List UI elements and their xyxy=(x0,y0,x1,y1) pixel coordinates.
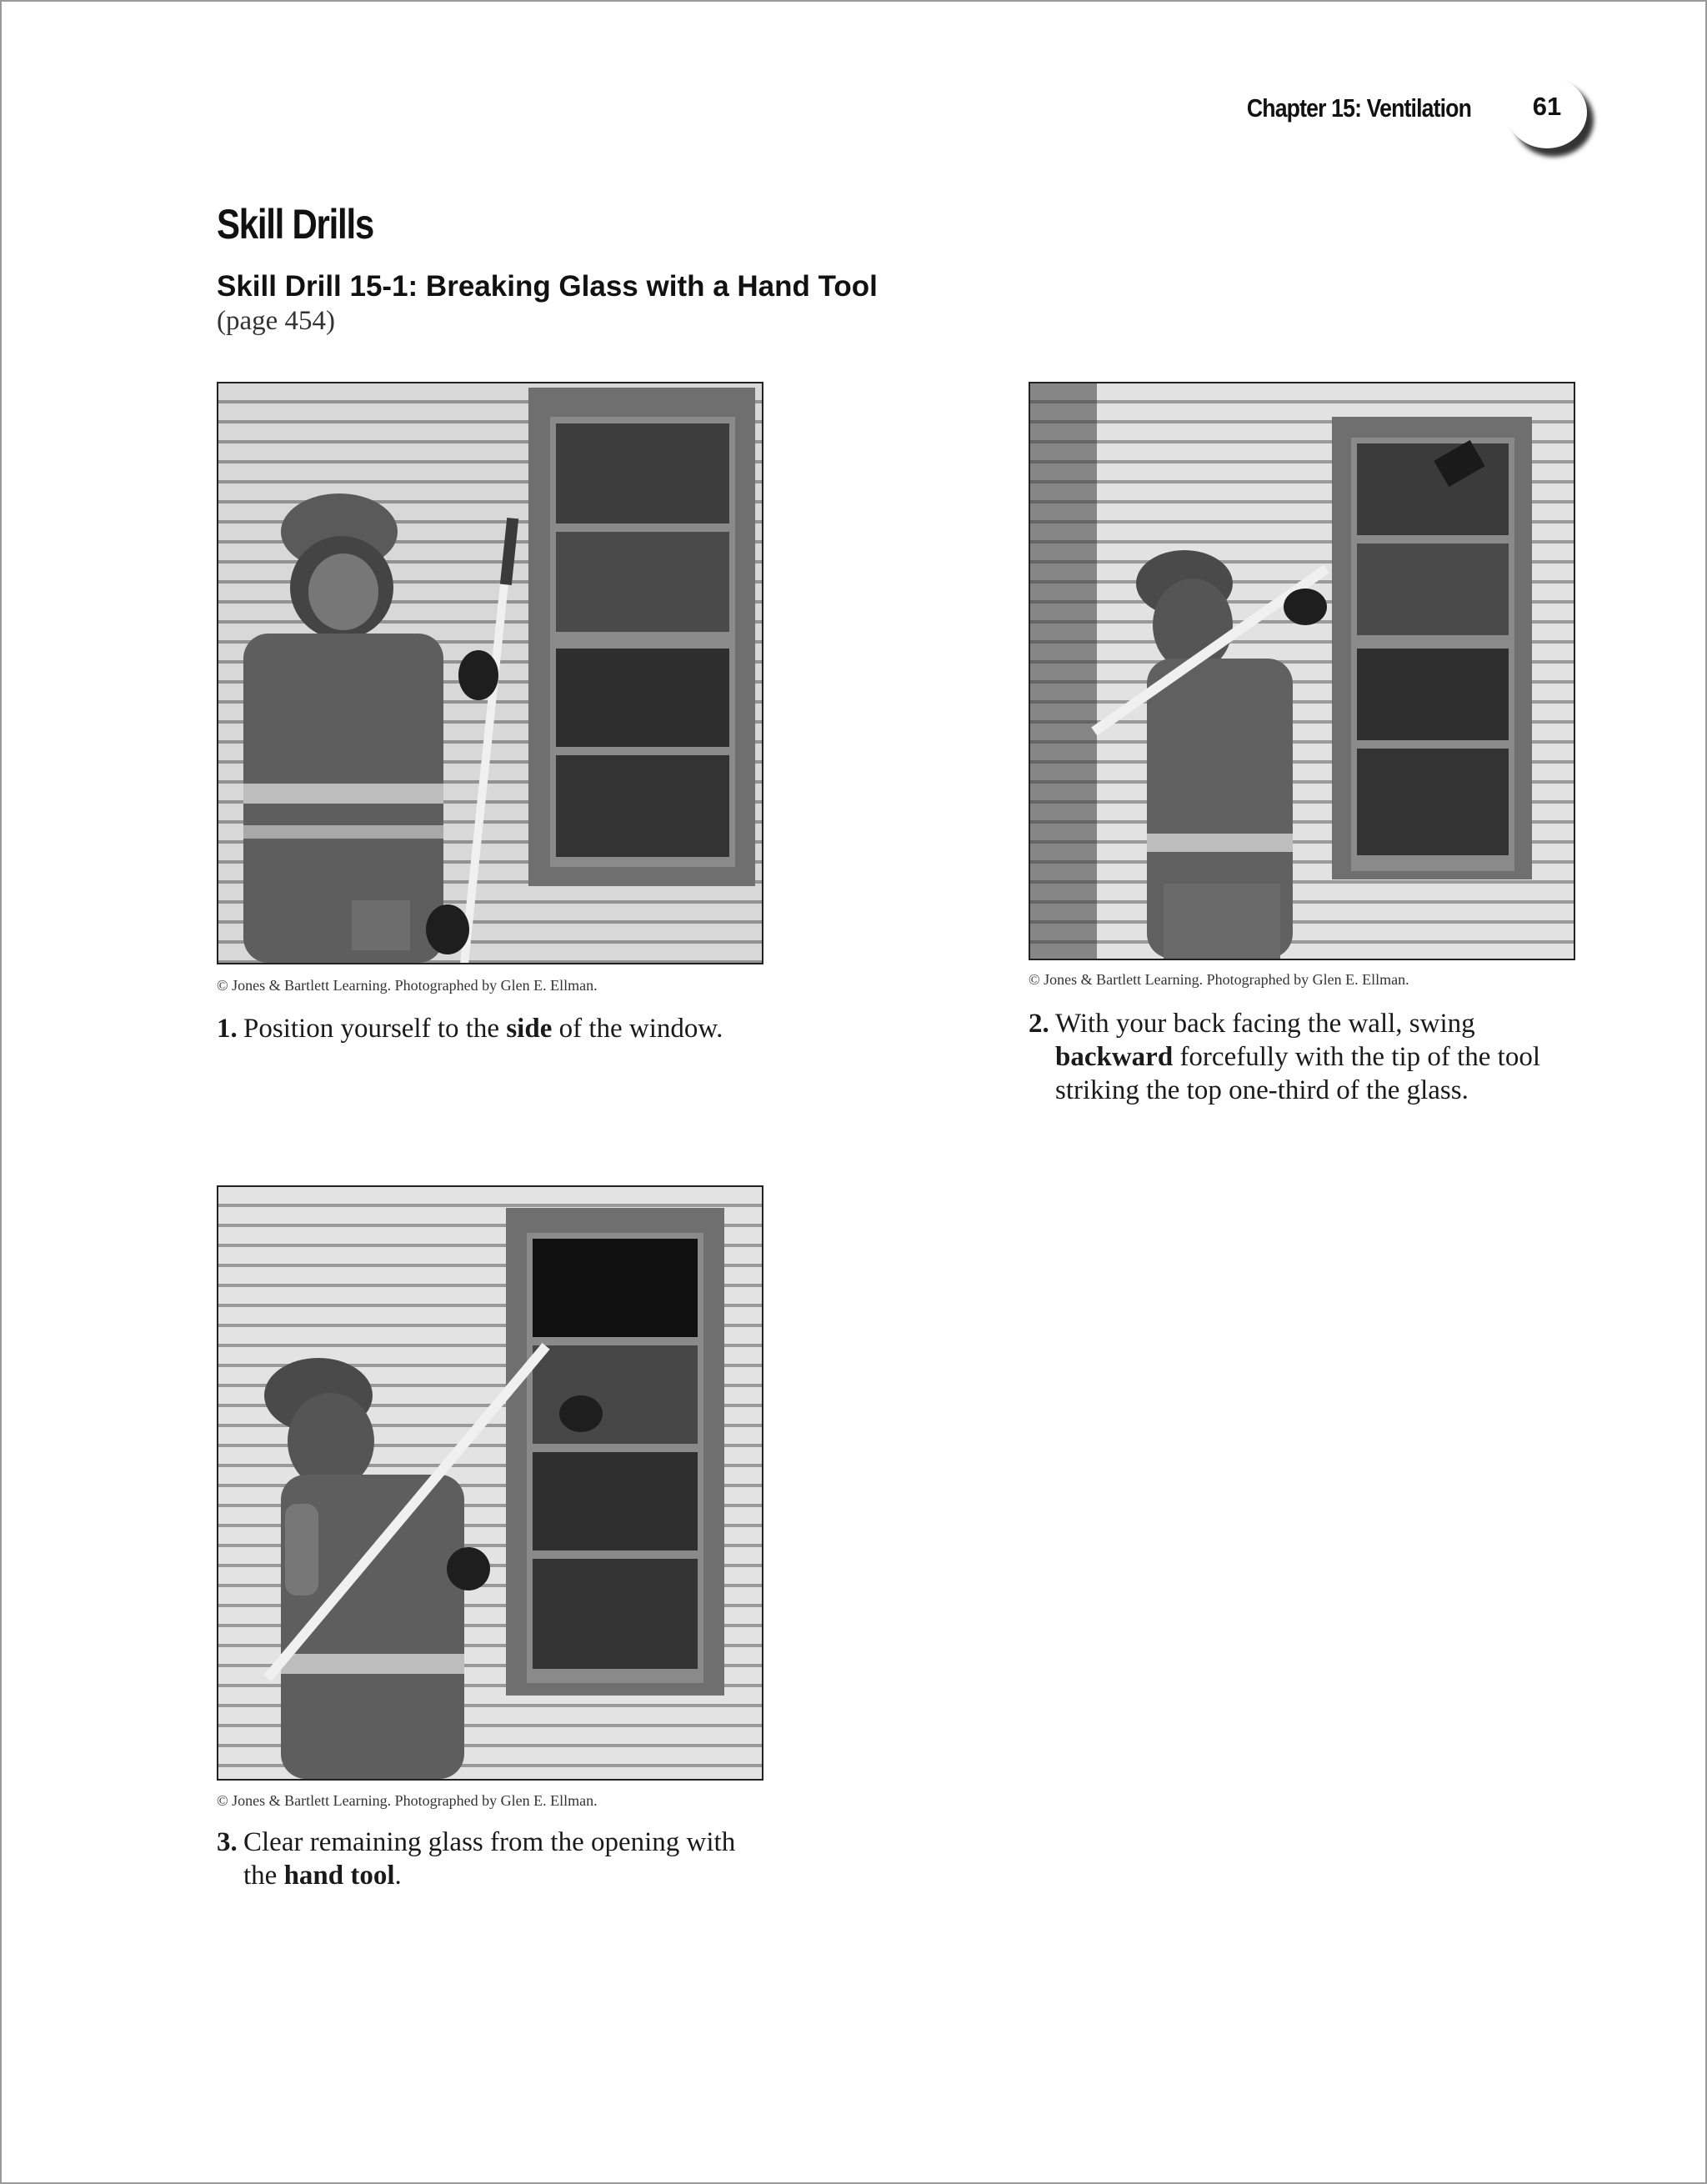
step-1-line-1-end: of the window. xyxy=(552,1014,723,1044)
step-2-text xyxy=(1029,1007,1540,1107)
drill-page-reference: (page 454) xyxy=(217,306,336,336)
section-title: Skill Drills xyxy=(217,201,373,248)
step-3-line-2-end: . xyxy=(394,1861,402,1891)
step-3-emphasis: hand tool xyxy=(283,1861,395,1891)
step-1-photo-credit: © Jones & Bartlett Learning. Photographed by Glen E. Ellman. xyxy=(217,977,598,994)
step-2-photo-credit: © Jones & Bartlett Learning. Photographed by Glen E. Ellman. xyxy=(1029,971,1409,988)
step-3-line-2-text: the xyxy=(243,1861,284,1891)
firefighter-photo-2 xyxy=(1030,383,1574,959)
step-3-photo xyxy=(217,1185,763,1781)
step-1-line-1-text: Position yourself to the xyxy=(243,1014,507,1044)
drill-title: Skill Drill 15-1: Breaking Glass with a Hand Tool xyxy=(217,270,878,303)
firefighter-photo-1 xyxy=(218,383,762,963)
step-3-line-1 xyxy=(217,1826,735,1859)
firefighter-photo-3 xyxy=(218,1187,762,1779)
step-3-text xyxy=(217,1826,735,1892)
step-3-number: 3. xyxy=(217,1827,238,1857)
step-2-line-2 xyxy=(1029,1040,1540,1074)
step-2-emphasis: backward xyxy=(1055,1042,1174,1072)
step-2-line-3 xyxy=(1029,1074,1540,1107)
step-2-line-1-text: With your back facing the wall, swing xyxy=(1055,1009,1475,1039)
running-header-chapter: Chapter 15: Ventilation xyxy=(1246,93,1471,123)
page-number: 61 xyxy=(1532,92,1562,121)
step-1-text xyxy=(217,1012,723,1045)
step-3-photo-credit: © Jones & Bartlett Learning. Photographed by Glen E. Ellman. xyxy=(217,1792,598,1809)
step-2-number: 2. xyxy=(1029,1009,1049,1039)
step-2-photo xyxy=(1029,382,1575,960)
step-2-line-2-text: forcefully with the tip of the tool xyxy=(1173,1042,1540,1072)
step-2-line-1 xyxy=(1029,1007,1540,1040)
step-1-emphasis: side xyxy=(506,1014,553,1044)
step-3-line-1-text: Clear remaining glass from the opening with xyxy=(243,1827,736,1857)
step-1-photo xyxy=(217,382,763,964)
step-2-line-3-text: striking the top one-third of the glass. xyxy=(1055,1075,1469,1105)
page-number-badge xyxy=(1507,77,1599,157)
step-1-line-1 xyxy=(217,1012,723,1045)
step-3-line-2 xyxy=(217,1859,735,1892)
step-1-number: 1. xyxy=(217,1014,238,1044)
